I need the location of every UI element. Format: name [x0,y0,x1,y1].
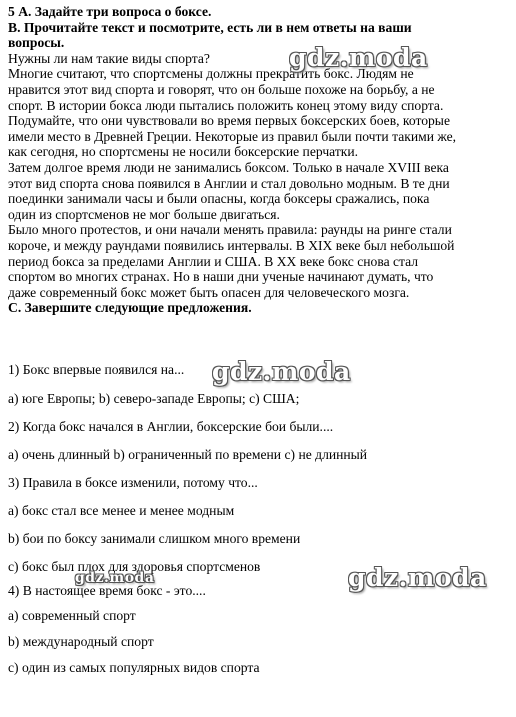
reading-text [8,51,512,301]
watermark: gdz.moda [75,570,155,586]
text-line: один из спортсменов не мог больше двигаться. [8,206,280,222]
text-line: Затем долгое время люди не занимались боксом. Только в начале XVIII века [8,159,449,175]
section-c-heading: С. Завершите следующие предложения. [8,300,252,316]
text-line: поединки занимали часы и были опасны, когда боксеры сражались, пока [8,191,430,207]
text-line: Подумайте, что они чувствовали во время первых боксерских боев, которые [8,113,450,129]
text-line: короче, и между раундами появились интервалы. В XIX веке был небольшой [8,237,455,253]
question-3-option-a: а) бокс стал все менее и менее модным [8,503,235,518]
task-b-heading-line-2: вопросы. [8,35,65,51]
text-line: спорт. В истории бокса люди пытались положить конец этому виду спорта. [8,97,444,113]
task-a-heading: 5 А. Задайте три вопроса о боксе. [8,4,212,19]
watermark: gdz.moda [212,357,351,386]
question-4-option-c: с) один из самых популярных видов спорта [8,660,260,675]
question-4-option-a: а) современный спорт [8,608,136,623]
text-line: период бокса за пределами Англии и США. В XX веке бокс снова стал [8,253,419,269]
question-1-options: а) юге Европы; b) северо-западе Европы; с) США; [8,391,300,406]
document-page [8,4,512,316]
text-line: Многие считают, что спортсмены должны прекратить бокс. Людям не [8,66,414,82]
question-4: 4) В настоящее время бокс - это.... [8,583,206,598]
task-b-heading-line-1: В. Прочитайте текст и посмотрите, есть ли в нем ответы на ваши [8,19,412,35]
text-line: как сегодня, но спортсмены не носили боксерские перчатки. [8,144,359,160]
question-3: 3) Правила в боксе изменили, потому что... [8,475,258,490]
text-line: даже современный бокс может быть опасен для человеческого мозга. [8,284,410,300]
question-2: 2) Когда бокс начался в Англии, боксерские бои были.... [8,419,334,434]
text-line: спортом во многих странах. Но в наши дни ученые начинают думать, что [8,269,434,285]
text-line: Нужны ли нам такие виды спорта? [8,50,210,66]
text-line: имели место в Древней Греции. Некоторые из правил были почти такими же, [8,128,457,144]
watermark: gdz.moda [348,563,487,592]
question-3-option-c: с) бокс был плох для здоровья спортсменов [8,559,261,574]
question-4-option-b: b) международный спорт [8,634,154,649]
question-3-option-b: b) бои по боксу занимали слишком много времени [8,531,301,546]
text-line: этот вид спорта снова появился в Англии и стал довольно модным. В те дни [8,175,450,191]
question-2-options: а) очень длинный b) ограниченный по времени с) не длинный [8,447,368,462]
question-1: 1) Бокс впервые появился на... [8,362,185,377]
text-line: нравится этот вид спорта и говорят, что он больше похоже на борьбу, а не [8,81,435,97]
text-line: Было много протестов, и они начали менять правила: раунды на ринге стали [8,222,452,238]
watermark: gdz.moda [289,43,428,72]
